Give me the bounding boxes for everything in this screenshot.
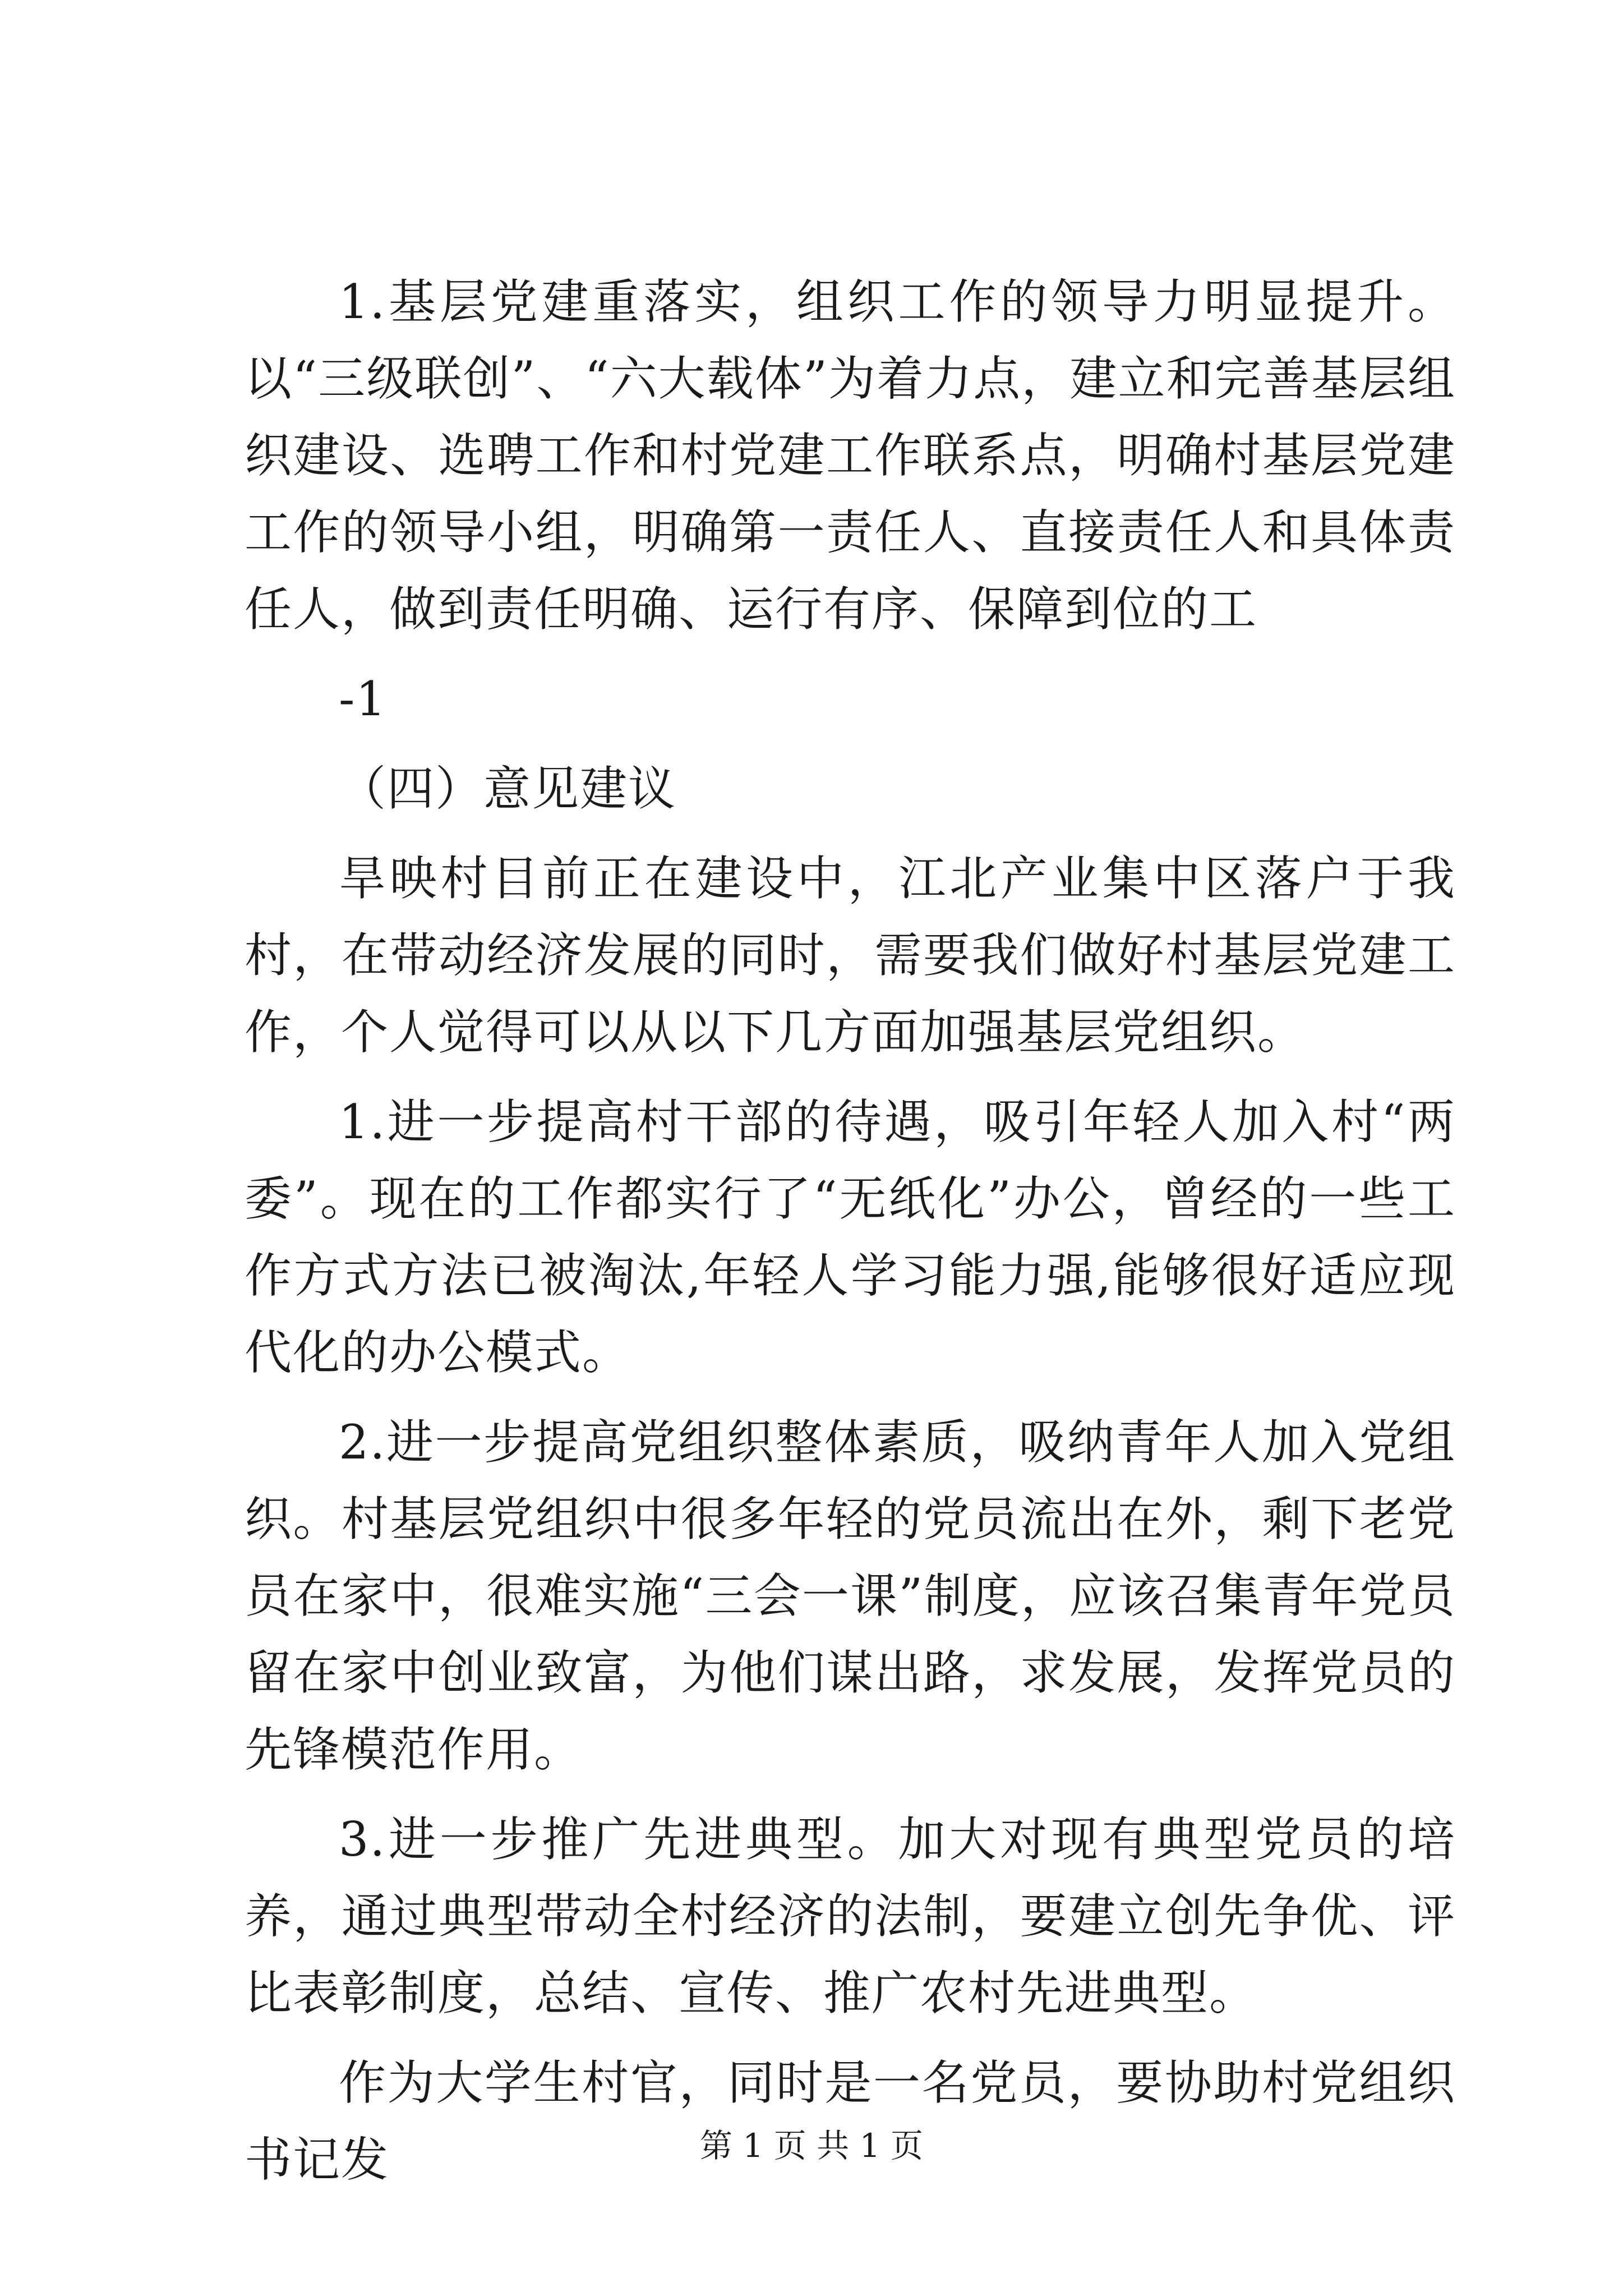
- section-heading-suggestions: （四）意见建议: [339, 761, 677, 816]
- paragraph-closing: 作为大学生村官，同时是一名党员，要协助村党组织书记发: [245, 2055, 1456, 2187]
- page-footer: 第 1 页 共 1 页: [700, 2127, 923, 2165]
- paragraph-page-marker: -1: [339, 671, 387, 726]
- paragraph-1: 1.基层党建重落实，组织工作的领导力明显提升。以“三级联创”、“六大载体”为着力点，建立和完善基层组织建设、选聘工作和村党建工作联系点，明确村基层党建工作的领导小组，明确第一责任人、直接责任人和具体责任人，做到责任明确、运行有序、保障到位的工: [245, 274, 1456, 637]
- paragraph-intro: 旱映村目前正在建设中，江北产业集中区落户于我村，在带动经济发展的同时，需要我们做好村基层党建工作，个人觉得可以从以下几方面加强基层党组织。: [245, 851, 1456, 1060]
- paragraph-item-3: 3.进一步推广先进典型。加大对现有典型党员的培养，通过典型带动全村经济的法制，要建立创先争优、评比表彰制度，总结、宣传、推广农村先进典型。: [245, 1812, 1456, 2021]
- paragraph-item-1: 1.进一步提高村干部的待遇，吸引年轻人加入村“两委”。现在的工作都实行了“无纸化”办公，曾经的一些工作方式方法已被淘汰,年轻人学习能力强,能够很好适应现代化的办公模式。: [245, 1094, 1456, 1380]
- paragraph-item-2: 2.进一步提高党组织整体素质，吸纳青年人加入党组织。村基层党组织中很多年轻的党员流出在外，剩下老党员在家中，很难实施“三会一课”制度，应该召集青年党员留在家中创业致富，为他们谋出路，求发展，发挥党员的先锋模范作用。: [245, 1415, 1456, 1777]
- document-body: [245, 264, 1456, 2211]
